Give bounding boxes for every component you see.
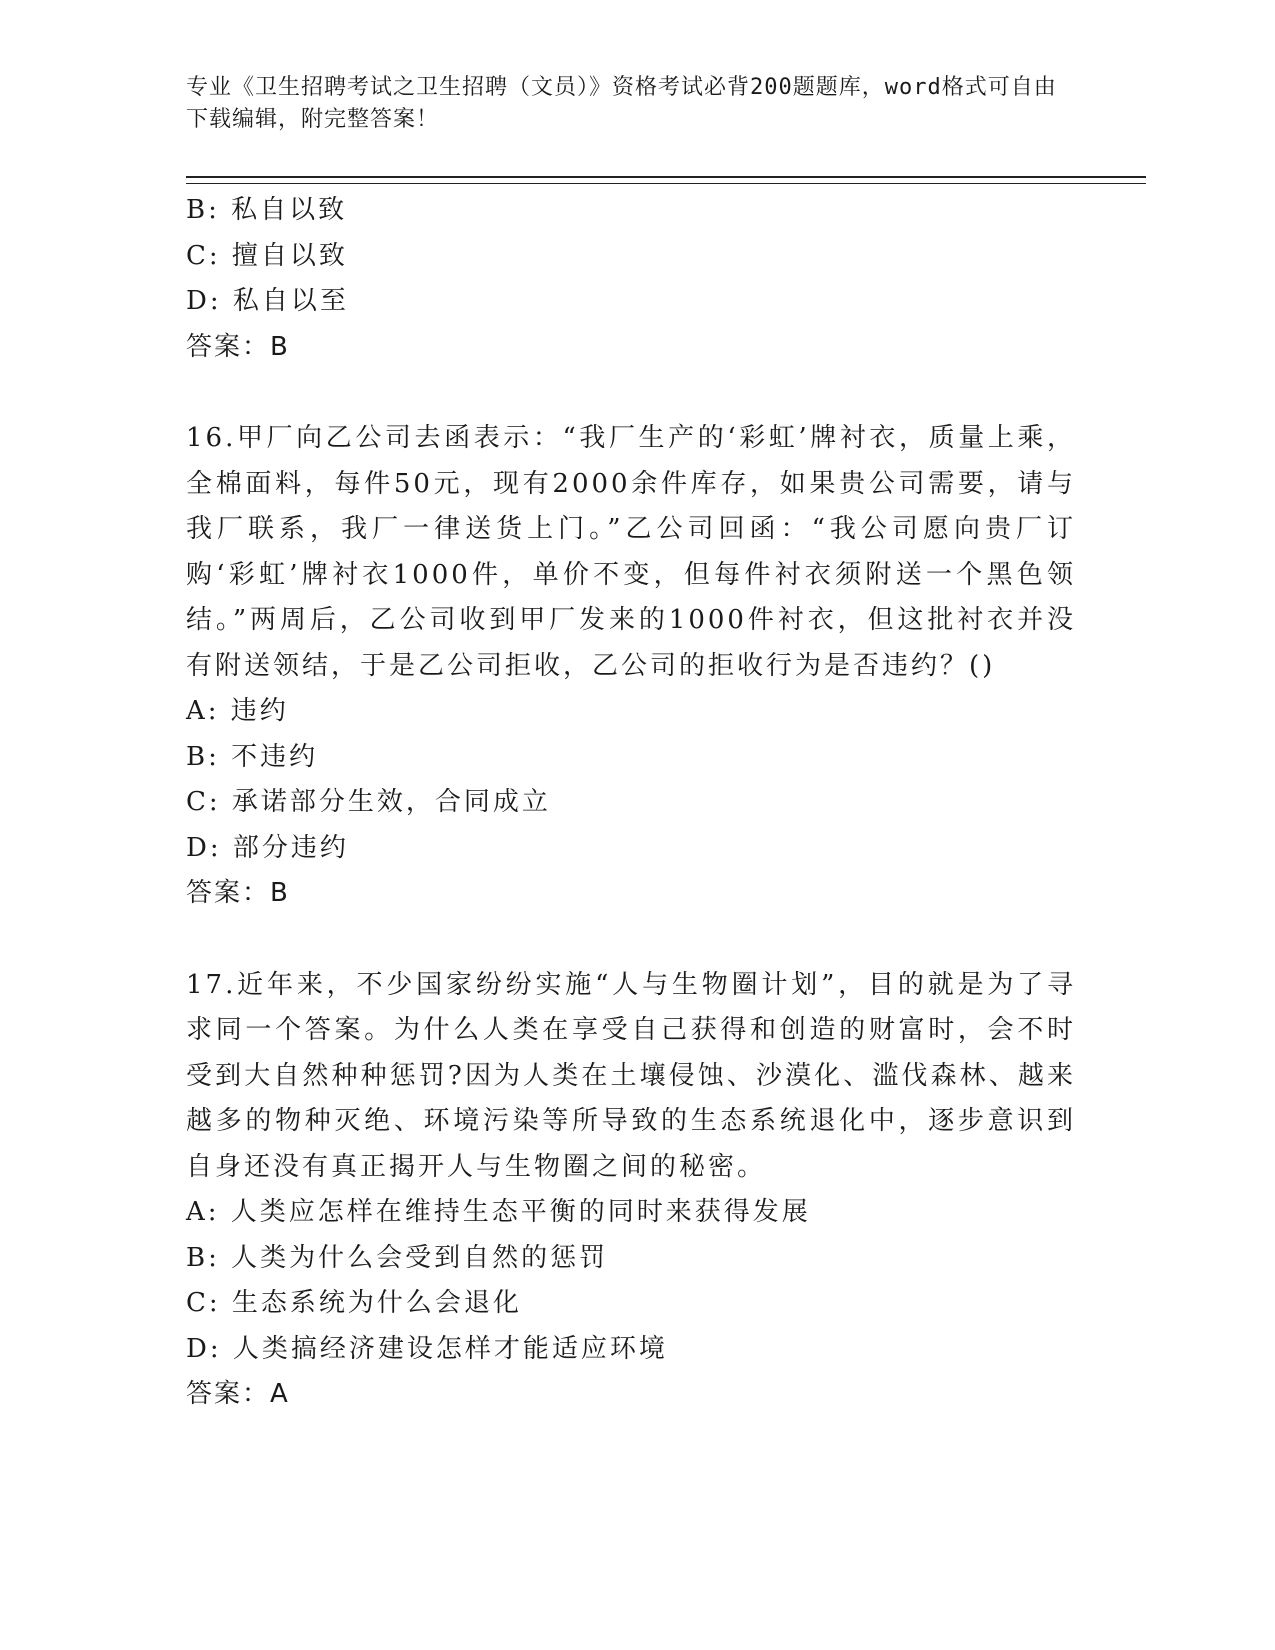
answer-line: 答案：B: [186, 878, 290, 908]
spacer: [186, 370, 1076, 416]
option-c: C: 生态系统为什么会退化: [186, 1288, 522, 1318]
question-stem: 16.甲厂向乙公司去函表示：“我厂生产的‘彩虹’牌衬衣，质量上乘，全棉面料，每件50元，现有2000余件库存，如果贵公司需要，请与我厂联系，我厂一律送货上门。”乙公司回函：“我公司愿向贵厂订购‘彩虹’牌衬衣1000件，单价不变，但每件衬衣须附送一个黑色领结。”两周后，乙公司收到甲厂发来的1000件衬衣，但这批衬衣并没有附送领结，于是乙公司拒收，乙公司的拒收行为是否违约？(): [186, 423, 1076, 681]
spacer: [186, 917, 1076, 963]
option-b: B: 不违约: [186, 741, 319, 772]
question-stem: 17.近年来，不少国家纷纷实施“人与生物圈计划”，目的就是为了寻求同一个答案。为什么人类在享受自己获得和创造的财富时，会不时受到大自然种种惩罚?因为人类在土壤侵蚀、沙漠化、滥伐森林、越来越多的物种灭绝、环境污染等所导致的生态系统退化中，逐步意识到自身还没有真正揭开人与生物圈之间的秘密。: [186, 969, 1076, 1182]
option-a: A: 违约: [186, 696, 289, 726]
question-16: [186, 416, 1076, 917]
header-divider: [186, 176, 1146, 184]
question-list: [186, 188, 1076, 1418]
option-d: D: 私自以至: [186, 286, 349, 316]
document-title: 专业《卫生招聘考试之卫生招聘（文员）》资格考试必背200题题库，word格式可自由下载编辑，附完整答案！: [186, 75, 1057, 132]
page-header: [186, 72, 1066, 136]
question-15-continued: [186, 188, 1076, 370]
answer-line: 答案：A: [186, 1379, 290, 1409]
option-b: B: 私自以致: [186, 195, 348, 225]
option-a: A: 人类应怎样在维持生态平衡的同时来获得发展: [186, 1197, 811, 1227]
option-c: C: 擅自以致: [186, 240, 348, 271]
option-d: D: 人类搞经济建设怎样才能适应环境: [186, 1333, 668, 1364]
question-17: [186, 963, 1076, 1418]
option-d: D: 部分违约: [186, 832, 349, 863]
option-c: C: 承诺部分生效，合同成立: [186, 787, 551, 817]
option-b: B: 人类为什么会受到自然的惩罚: [186, 1242, 609, 1273]
answer-line: 答案：B: [186, 331, 290, 362]
